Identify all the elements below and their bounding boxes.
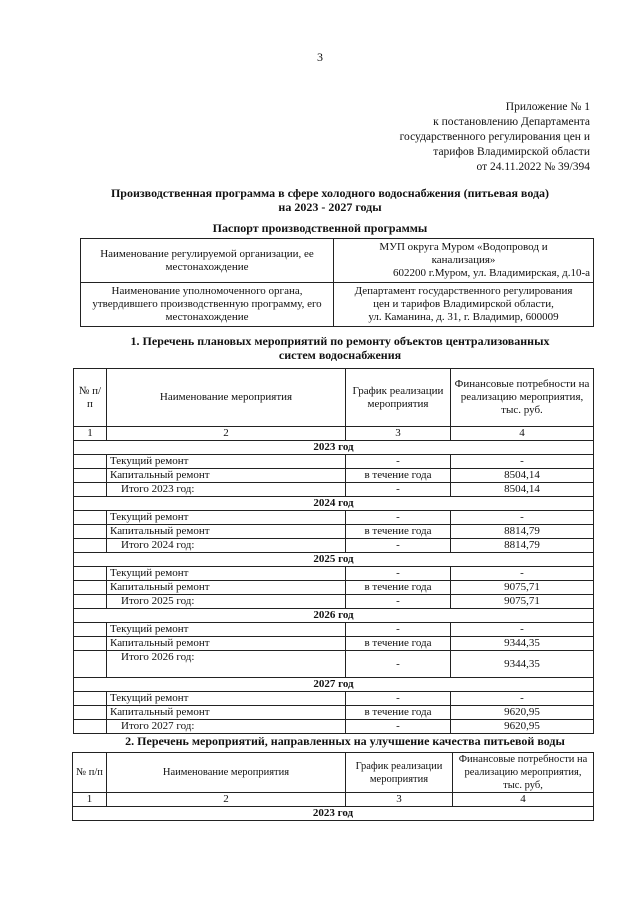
col-index: 3 [346,793,453,807]
passport-authority-label: Наименование уполномоченного органа, утвердившего производственную программу, его местонахождение [81,283,334,327]
finance-cell: - [451,511,594,525]
passport-authority-value [334,283,594,327]
finance-cell: 8504,14 [451,469,594,483]
col-num-header: № п/п [73,753,107,793]
total-label: Итого 2026 год: [107,651,346,678]
schedule-cell: в течение года [346,581,451,595]
num-cell [74,511,107,525]
heading-line: 1. Перечень плановых мероприятий по ремонту объектов централизованных [130,334,550,348]
section1-heading [80,334,600,362]
col-finance-header: Финансовые потребности на реализацию мероприятия, тыс. руб, [453,753,594,793]
col-schedule-header: График реализации мероприятия [346,753,453,793]
col-index: 4 [453,793,594,807]
col-index: 3 [346,427,451,441]
passport-org-value [334,239,594,283]
passport-table [80,238,594,327]
year-row: 2026 год [74,609,594,623]
total-value: 8814,79 [451,539,594,553]
col-finance-header: Финансовые потребности на реализацию мероприятия, тыс. руб. [451,369,594,427]
finance-cell: - [451,692,594,706]
schedule-cell: - [346,651,451,678]
num-cell [74,455,107,469]
activity-name: Капитальный ремонт [107,637,346,651]
schedule-cell: в течение года [346,706,451,720]
section2-table [72,752,594,821]
num-cell [74,525,107,539]
activity-name: Капитальный ремонт [107,469,346,483]
col-index: 2 [107,427,346,441]
total-label: Итого 2027 год: [107,720,346,734]
col-num-header: № п/п [74,369,107,427]
total-label: Итого 2024 год: [107,539,346,553]
value-line: Департамент государственного регулирования [354,285,573,297]
value-line: канализация» [431,254,496,266]
num-cell [74,651,107,678]
col-index: 4 [451,427,594,441]
year-row: 2025 год [74,553,594,567]
num-cell [74,595,107,609]
document-title [60,186,600,214]
finance-cell: - [451,455,594,469]
num-cell [74,483,107,497]
total-label: Итого 2025 год: [107,595,346,609]
num-cell [74,692,107,706]
passport-heading: Паспорт производственной программы [212,221,428,235]
schedule-cell: - [346,483,451,497]
num-cell [74,637,107,651]
num-cell [74,539,107,553]
year-row: 2023 год [74,441,594,455]
schedule-cell: в течение года [346,525,451,539]
schedule-cell: - [346,623,451,637]
activity-name: Текущий ремонт [107,455,346,469]
activity-name: Текущий ремонт [107,511,346,525]
total-value: 8504,14 [451,483,594,497]
total-value: 9620,95 [451,720,594,734]
value-line: ул. Каманина, д. 31, г. Владимир, 600009 [368,311,559,323]
section1-table [73,368,594,734]
schedule-cell: - [346,455,451,469]
schedule-cell: - [346,595,451,609]
num-cell [74,567,107,581]
passport-org-label: Наименование регулируемой организации, ее местонахождение [81,239,334,283]
num-cell [74,720,107,734]
schedule-cell: - [346,692,451,706]
activity-name: Текущий ремонт [107,623,346,637]
year-row: 2027 год [74,678,594,692]
appendix-block [340,100,590,175]
finance-cell: - [451,567,594,581]
section2-heading: 2. Перечень мероприятий, направленных на улучшение качества питьевой воды [125,734,565,748]
title-line: Производственная программа в сфере холодного водоснабжения (питьевая вода) [110,186,550,200]
col-index: 1 [73,793,107,807]
schedule-cell: - [346,567,451,581]
page-number: 3 [317,50,323,64]
value-line: цен и тарифов Владимирской области, [373,298,554,310]
activity-name: Текущий ремонт [107,567,346,581]
activity-name: Капитальный ремонт [107,706,346,720]
finance-cell: 9620,95 [451,706,594,720]
col-index: 1 [74,427,107,441]
year-row: 2024 год [74,497,594,511]
appendix-line: государственного регулирования цен и [399,131,590,143]
schedule-cell: - [346,720,451,734]
total-value: 9344,35 [451,651,594,678]
activity-name: Капитальный ремонт [107,525,346,539]
appendix-line: Приложение № 1 [505,101,590,113]
year-row: 2023 год [73,807,594,821]
heading-line: систем водоснабжения [278,348,402,362]
title-line: на 2023 - 2027 годы [278,200,382,214]
activity-name: Текущий ремонт [107,692,346,706]
finance-cell: - [451,623,594,637]
col-schedule-header: График реализации мероприятия [346,369,451,427]
value-line: МУП округа Муром «Водопровод и [379,241,548,253]
appendix-line: к постановлению Департамента [433,116,590,128]
num-cell [74,706,107,720]
col-name-header: Наименование мероприятия [107,753,346,793]
appendix-line: тарифов Владимирской области [433,146,590,158]
num-cell [74,469,107,483]
finance-cell: 9075,71 [451,581,594,595]
appendix-line: от 24.11.2022 № 39/394 [476,161,590,173]
col-name-header: Наименование мероприятия [107,369,346,427]
num-cell [74,623,107,637]
col-index: 2 [107,793,346,807]
finance-cell: 9344,35 [451,637,594,651]
finance-cell: 8814,79 [451,525,594,539]
schedule-cell: - [346,539,451,553]
schedule-cell: в течение года [346,469,451,483]
activity-name: Капитальный ремонт [107,581,346,595]
value-line: 602200 г.Муром, ул. Владимирская, д.10-а [393,267,590,279]
total-value: 9075,71 [451,595,594,609]
total-label: Итого 2023 год: [107,483,346,497]
schedule-cell: - [346,511,451,525]
num-cell [74,581,107,595]
schedule-cell: в течение года [346,637,451,651]
